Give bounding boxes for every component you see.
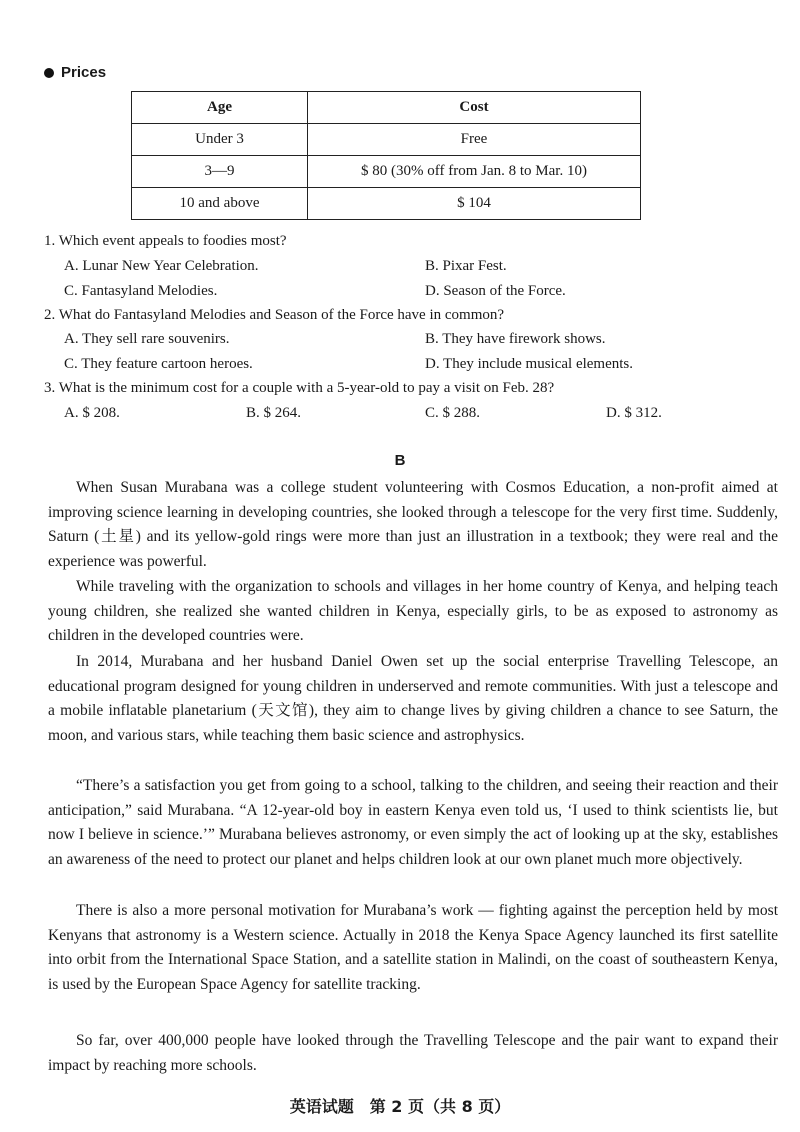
passage-paragraph-4: “There’s a satisfaction you get from going to a school, talking to the children, and seeing their reaction and their anticipation,” said Murabana. “A 12-year-old boy in eastern Kenya even told us, ‘I used to think scientists lie, but now I believe in science.’” Murabana believes astronomy, or even simply the act of looking up at the sky, establishes an awareness of the need to protect our planet and helps children look at our own planet much more objectively. xyxy=(48,777,778,868)
q3-option-c: C. $ 288. xyxy=(425,405,481,421)
q2-option-a: A. They sell rare souvenirs. xyxy=(64,331,230,347)
q3-option-a: A. $ 208. xyxy=(64,405,120,421)
passage-paragraph-3: In 2014, Murabana and her husband Daniel Owen set up the social enterprise Travelling Telescope, an educational program designed for young children in underserved and remote communities. With just a telescope and a mobile inflatable planetarium (天文馆), they aim to change lives by giving children a chance to see Saturn, the moon, and various stars, while teaching them basic science and astrophysics. xyxy=(48,653,778,744)
page-footer: 英语试题 第 2 页（共 8 页） xyxy=(289,1097,511,1116)
prices-table xyxy=(131,91,641,220)
question-2: 2. What do Fantasyland Melodies and Season of the Force have in common? xyxy=(44,307,505,323)
cost-cell: $ 104 xyxy=(308,188,641,220)
question-1: 1. Which event appeals to foodies most? xyxy=(44,233,287,249)
passage-paragraph-2: While traveling with the organization to schools and villages in her home country of Kenya, and helping teach young children, she realized she wanted children in Kenya, especially girls, to be as exposed to astronomy as children in the developed countries were. xyxy=(48,578,778,645)
prices-heading xyxy=(44,64,106,81)
header-cost: Cost xyxy=(308,92,641,124)
question-3: 3. What is the minimum cost for a couple with a 5-year-old to pay a visit on Feb. 28? xyxy=(44,380,555,396)
q1-option-b: B. Pixar Fest. xyxy=(425,258,507,274)
bullet-icon xyxy=(44,68,54,78)
passage-paragraph-5: There is also a more personal motivation for Murabana’s work — fighting against the perception held by most Kenyans that astronomy is a Western science. Actually in 2018 the Kenya Space Agency launched its first satellite into orbit from the International Space Station, and a satellite station in Malindi, on the coast of southeastern Kenya, is used by the European Space Agency for satellite tracking. xyxy=(48,902,778,993)
section-b-label: B xyxy=(394,452,406,469)
age-cell: 10 and above xyxy=(132,188,308,220)
table-row xyxy=(132,124,641,156)
q3-option-b: B. $ 264. xyxy=(246,405,302,421)
q2-option-b: B. They have firework shows. xyxy=(425,331,606,347)
prices-heading-text: Prices xyxy=(61,64,107,81)
passage-paragraph-1: When Susan Murabana was a college student volunteering with Cosmos Education, a non-profit aimed at improving science learning in developing countries, she looked through a telescope for the very first time. Suddenly, Saturn (土星) and its yellow-gold rings were more than just an illustration in a textbook; they were real and the experience was powerful. xyxy=(48,479,778,570)
age-cell: Under 3 xyxy=(132,124,308,156)
cost-cell: Free xyxy=(308,124,641,156)
q1-option-d: D. Season of the Force. xyxy=(425,283,566,299)
passage-paragraph-6: So far, over 400,000 people have looked through the Travelling Telescope and the pair want to expand their impact by reaching more schools. xyxy=(48,1032,778,1074)
q2-option-d: D. They include musical elements. xyxy=(425,356,634,372)
header-age: Age xyxy=(132,92,308,124)
q2-option-c: C. They feature cartoon heroes. xyxy=(64,356,253,372)
table-header-row xyxy=(132,92,641,124)
q1-option-a: A. Lunar New Year Celebration. xyxy=(64,258,259,274)
table-row xyxy=(132,156,641,188)
age-cell: 3—9 xyxy=(132,156,308,188)
table-row xyxy=(132,188,641,220)
q3-option-d: D. $ 312. xyxy=(606,405,662,421)
q1-option-c: C. Fantasyland Melodies. xyxy=(64,283,218,299)
cost-cell: $ 80 (30% off from Jan. 8 to Mar. 10) xyxy=(308,156,641,188)
